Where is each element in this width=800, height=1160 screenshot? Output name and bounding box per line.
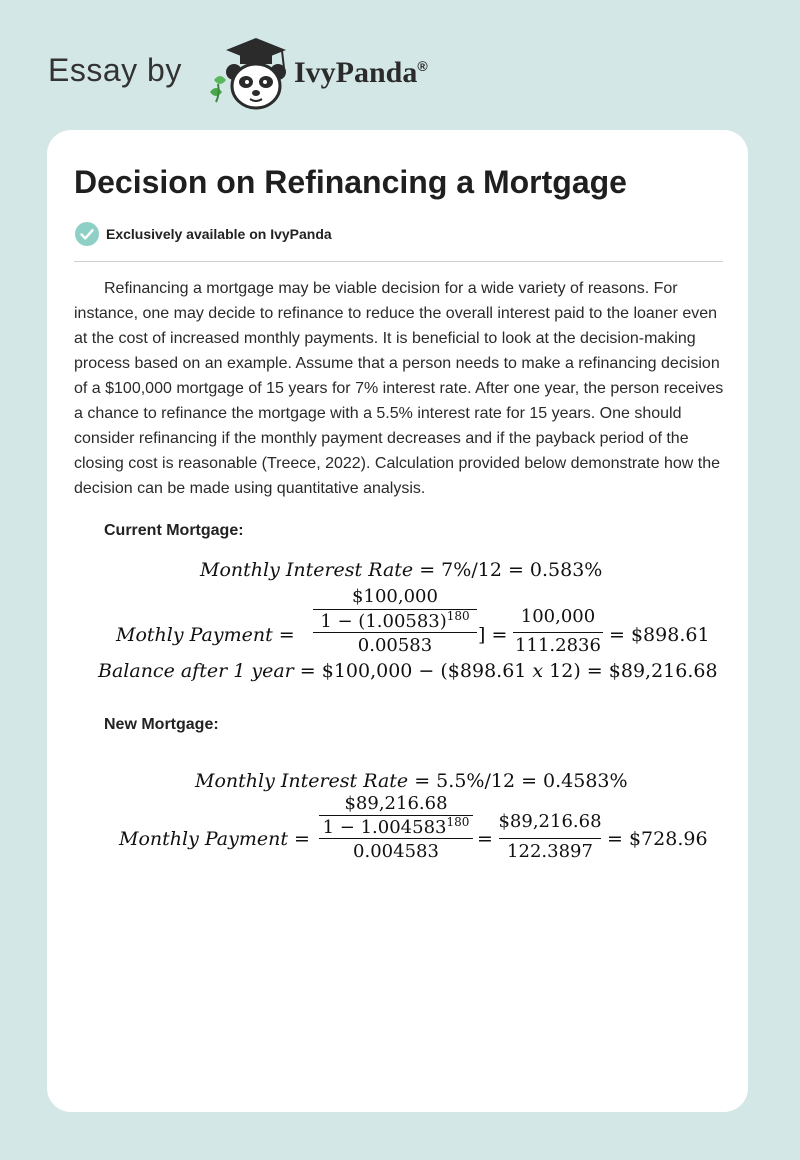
panda-logo-icon[interactable] <box>204 36 296 112</box>
new-eq-sign: = <box>477 828 493 850</box>
essay-by-label: Essay by <box>48 52 182 88</box>
check-circle-icon <box>74 221 100 247</box>
brand-name[interactable]: IvyPanda® <box>294 56 428 89</box>
current-payment-result: = $898.61 <box>609 624 710 646</box>
registered-mark: ® <box>417 58 428 74</box>
body-paragraph: Refinancing a mortgage may be viable decision for a wide variety of reasons. For instance, one may decide to refinance to reduce the overall interest paid to the loaner even at the cost of increased monthly payments. It is beneficial to look at the decision-making process based on an example. Assume that a person needs to make a refinancing decision of a $100,000 mortgage of 15 years for 7% interest rate. After one year, the person receives a chance to refinance the mortgage with a 5.5% interest rate for 15 years. One should consider refinancing if the monthly payment decreases and if the payback period of the closing cost is reasonable (Treece, 2022). Calculation provided below demonstrate how the decision can be made using quantitative analysis. <box>74 280 724 497</box>
current-numerator: $100,000 <box>352 586 438 607</box>
current-frac2-bar <box>513 632 603 633</box>
new-inner-denominator: 0.004583 <box>353 841 439 862</box>
current-inner-bar <box>313 632 477 633</box>
current-bracket: ] = <box>478 624 508 646</box>
site-header <box>48 36 548 112</box>
new-numerator: $89,216.68 <box>344 793 448 814</box>
page-title: Decision on Refinancing a Mortgage <box>74 164 627 200</box>
new-frac2-denominator: 122.3897 <box>507 841 593 862</box>
new-frac2-bar <box>499 838 601 839</box>
current-payment-label: Mothly Payment = <box>116 624 295 646</box>
new-payment-label: Monthly Payment = <box>119 828 310 850</box>
current-inner-denominator: 0.00583 <box>357 635 433 656</box>
new-rate-equation: Monthly Interest Rate = 5.5%/12 = 0.4583% <box>195 770 628 792</box>
current-frac2-denominator: 111.2836 <box>515 635 601 656</box>
exclusive-label: Exclusively available on IvyPanda <box>106 226 332 242</box>
new-inner-bar <box>319 838 473 839</box>
new-mortgage-heading: New Mortgage: <box>104 716 219 733</box>
current-inner-numerator: $1 - (1.00583)^{180}$ <box>320 609 470 632</box>
new-payment-result: = $728.96 <box>607 828 708 850</box>
current-rate-equation: Monthly Interest Rate = 7%/12 = 0.583% <box>200 559 603 581</box>
current-frac2-numerator: 100,000 <box>520 606 596 627</box>
divider <box>74 261 723 262</box>
new-inner-numerator: $1 - 1.004583^{180}$ <box>322 815 470 838</box>
new-frac2-numerator: $89,216.68 <box>498 811 602 832</box>
balance-equation: Balance after 1 year = $100,000 − ($898.61 x 12) = $89,216.68 <box>98 660 718 682</box>
current-mortgage-heading: Current Mortgage: <box>104 522 244 539</box>
essay-card <box>47 130 748 1112</box>
exclusive-badge <box>74 221 332 247</box>
